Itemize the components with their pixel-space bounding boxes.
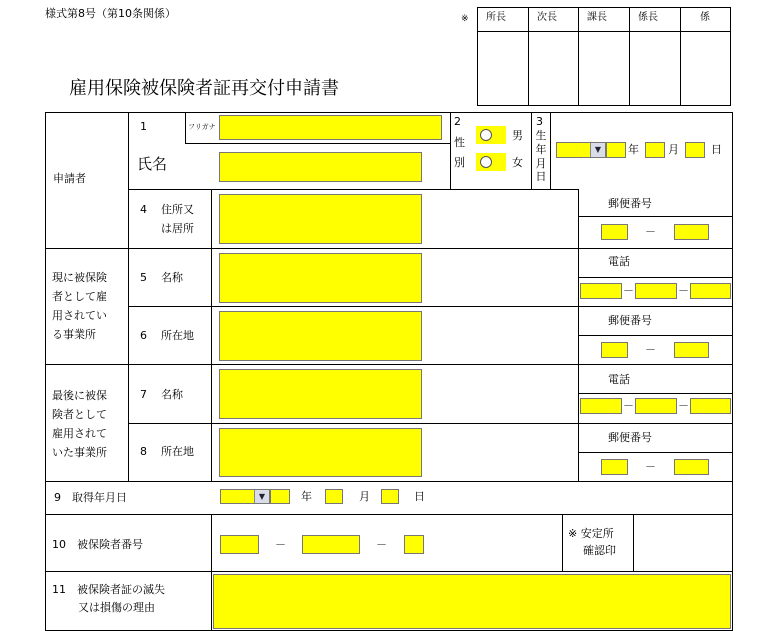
male-label: 男 [512, 129, 523, 142]
last-employer-postal-1[interactable] [601, 459, 628, 475]
postal-code-part-2[interactable] [674, 224, 709, 240]
stamp-header-deputy: 次長 [537, 12, 557, 23]
last-employer-name-label: 名称 [161, 388, 183, 401]
item-4-number: 4 [140, 203, 147, 216]
address-input[interactable] [219, 194, 422, 244]
female-radio[interactable] [480, 156, 492, 168]
last-employer-phone-2[interactable] [635, 398, 677, 414]
insured-number-dash-1: － [275, 538, 286, 551]
birth-date-label: 生 年 月 日 [535, 129, 547, 184]
acquisition-month-label: 月 [359, 490, 370, 503]
stamp-header-subsection-chief: 係長 [638, 12, 658, 23]
chevron-down-icon: ▼ [590, 143, 605, 157]
reason-label-1: 11 被保険者証の滅失 [52, 583, 165, 596]
insured-number-part-3[interactable] [404, 535, 424, 554]
last-employer-section-label: 最後に被保 険者として 雇用されて いた事業所 [52, 389, 107, 459]
phone-dash-1: － [623, 399, 634, 412]
birth-month-input[interactable] [645, 142, 665, 158]
last-employer-postal-2[interactable] [674, 459, 709, 475]
current-employer-phone-1[interactable] [580, 283, 622, 299]
page-title: 雇用保険被保険者証再交付申請書 [69, 78, 339, 99]
acquisition-month-input[interactable] [325, 489, 343, 504]
current-employer-name-label: 名称 [161, 271, 183, 284]
gender-label-1: 性 [454, 136, 465, 149]
stamp-header-section-chief: 課長 [587, 12, 607, 23]
postal-code-part-1[interactable] [601, 224, 628, 240]
stamp-header-director: 所長 [486, 12, 506, 23]
stamp-header-staff: 係 [700, 12, 710, 23]
postal-code-label: 郵便番号 [608, 197, 652, 210]
last-employer-phone-3[interactable] [690, 398, 731, 414]
item-2-number: 2 [454, 115, 461, 128]
form-number: 様式第8号（第10条関係） [45, 7, 176, 20]
postal-dash: － [645, 225, 656, 238]
phone-dash-2: － [678, 399, 689, 412]
acquisition-era-select[interactable] [220, 489, 270, 504]
insured-number-part-2[interactable] [302, 535, 360, 554]
male-radio[interactable] [480, 129, 492, 141]
insured-number-label: 10 被保険者番号 [52, 538, 143, 551]
stamp-note: ※ [461, 14, 469, 24]
postal-dash: － [645, 460, 656, 473]
address-label-1: 住所又 [161, 203, 194, 216]
item-3-number: 3 [536, 115, 543, 128]
acquisition-day-input[interactable] [381, 489, 399, 504]
birth-month-label: 月 [668, 143, 679, 156]
current-employer-location-label: 所在地 [161, 329, 194, 342]
applicant-section-label: 申請者 [53, 172, 86, 185]
acquisition-day-label: 日 [414, 490, 425, 503]
postal-dash: － [645, 343, 656, 356]
last-employer-location-input[interactable] [219, 428, 422, 477]
item-8-number: 8 [140, 445, 147, 458]
acquisition-year-label: 年 [301, 490, 312, 503]
current-employer-name-input[interactable] [219, 253, 422, 303]
female-radio-area[interactable] [476, 153, 506, 171]
female-label: 女 [512, 156, 523, 169]
last-employer-location-label: 所在地 [161, 445, 194, 458]
item-6-number: 6 [140, 329, 147, 342]
furigana-label: フリガナ [188, 123, 216, 131]
last-employer-postal-label: 郵便番号 [608, 431, 652, 444]
item-5-number: 5 [140, 271, 147, 284]
item-1-number: 1 [140, 120, 147, 133]
birth-day-input[interactable] [685, 142, 705, 158]
current-employer-postal-2[interactable] [674, 342, 709, 358]
birth-year-label: 年 [628, 143, 639, 156]
current-employer-postal-label: 郵便番号 [608, 314, 652, 327]
current-employer-phone-2[interactable] [635, 283, 677, 299]
item-7-number: 7 [140, 388, 147, 401]
reason-label-2: 又は損傷の理由 [78, 601, 155, 614]
acquisition-date-label: 9 取得年月日 [54, 491, 127, 504]
reason-input[interactable] [213, 574, 731, 629]
address-label-2: は居所 [161, 222, 194, 235]
name-input[interactable] [219, 152, 422, 182]
birth-year-input[interactable] [606, 142, 626, 158]
furigana-input[interactable] [219, 115, 442, 140]
gender-label-2: 別 [454, 156, 465, 169]
last-employer-phone-1[interactable] [580, 398, 622, 414]
chevron-down-icon: ▼ [254, 490, 269, 503]
phone-dash-1: － [623, 284, 634, 297]
current-employer-postal-1[interactable] [601, 342, 628, 358]
birth-era-select[interactable] [556, 142, 606, 158]
current-employer-location-input[interactable] [219, 311, 422, 361]
insured-number-part-1[interactable] [220, 535, 259, 554]
birth-day-label: 日 [711, 143, 722, 156]
current-employer-section-label: 現に被保険 者として雇 用されてい る事業所 [52, 271, 107, 341]
last-employer-phone-label: 電話 [608, 373, 630, 386]
name-label: 氏名 [137, 155, 168, 173]
office-stamp-label-1: ※ 安定所 [568, 527, 614, 540]
current-employer-phone-3[interactable] [690, 283, 731, 299]
current-employer-phone-label: 電話 [608, 255, 630, 268]
acquisition-year-input[interactable] [270, 489, 290, 504]
office-stamp-label-2: 確認印 [583, 544, 616, 557]
last-employer-name-input[interactable] [219, 369, 422, 419]
male-radio-area[interactable] [476, 126, 506, 144]
phone-dash-2: － [678, 284, 689, 297]
insured-number-dash-2: － [376, 538, 387, 551]
